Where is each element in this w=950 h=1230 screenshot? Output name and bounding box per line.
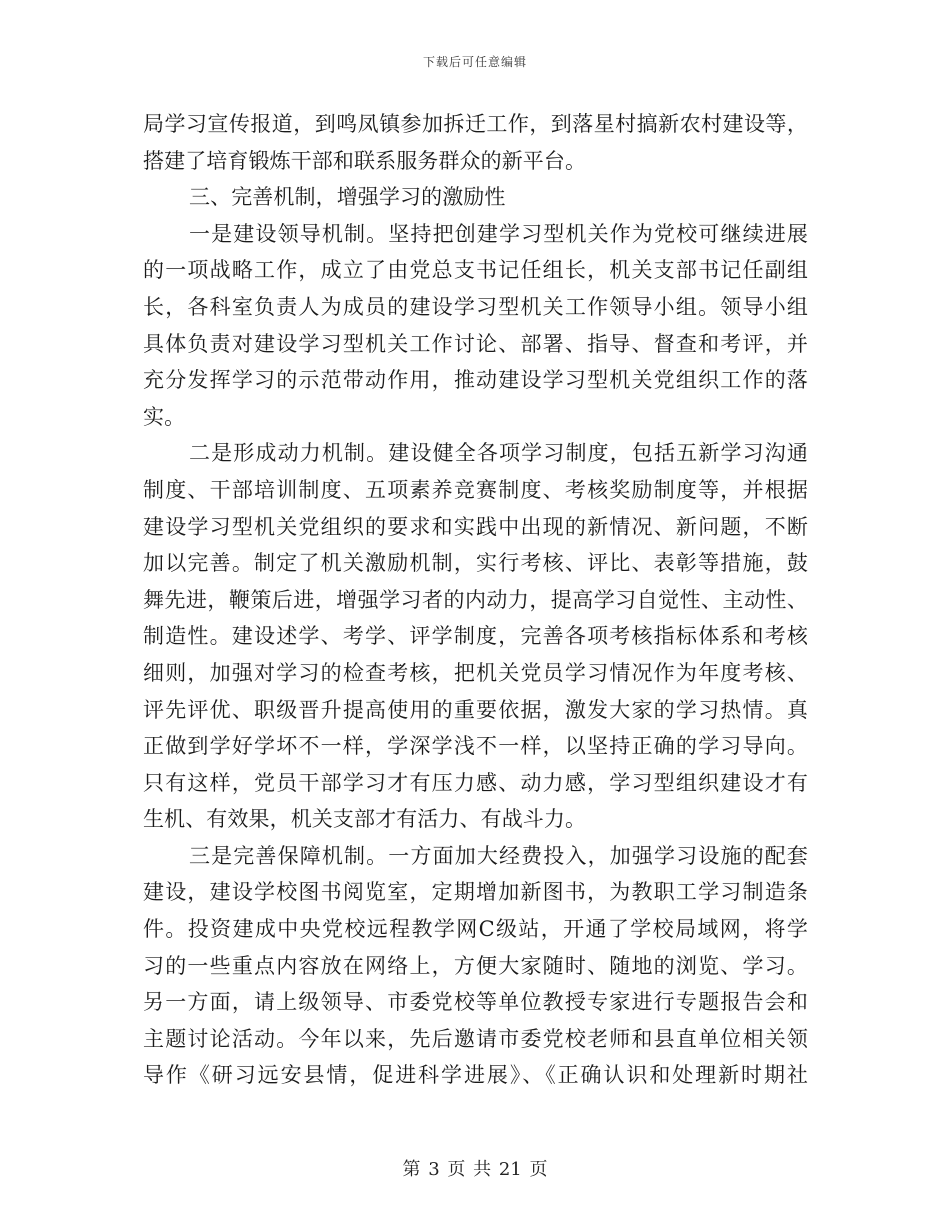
text-line: 正做到学好学坏不一样，学深学浅不一样，以坚持正确的学习导向。	[143, 734, 808, 759]
text-line: 建设，建设学校图书阅览室，定期增加新图书，为教职工学习制造条	[143, 880, 808, 905]
text-line: 具体负责对建设学习型机关工作讨论、部署、指导、督查和考评，并	[143, 331, 808, 356]
text-line: 的一项战略工作，成立了由党总支书记任组长，机关支部书记任副组	[143, 258, 808, 283]
text-line: 评先评优、职级晋升提高使用的重要依据，激发大家的学习热情。真	[143, 697, 808, 722]
page-header: 下载后可任意编辑	[422, 55, 527, 69]
text-line: 舞先进，鞭策后进，增强学习者的内动力，提高学习自觉性、主动性、	[143, 587, 808, 612]
text-line: 件。投资建成中央党校远程教学网C级站，开通了学校局域网，将学	[143, 917, 808, 942]
text-line: 细则，加强对学习的检查考核，把机关党员学习情况作为年度考核、	[143, 660, 808, 685]
page-number-footer: 第 3 页 共 21 页	[402, 1159, 548, 1180]
text-line: 搭建了培育锻炼干部和联系服务群众的新平台。	[143, 148, 587, 173]
text-line: 制造性。建设述学、考学、评学制度，完善各项考核指标体系和考核	[143, 624, 808, 649]
text-line: 充分发挥学习的示范带动作用，推动建设学习型机关党组织工作的落	[143, 368, 808, 393]
text-line: 实。	[143, 404, 186, 429]
text-line: 生机、有效果，机关支部才有活力、有战斗力。	[143, 807, 587, 832]
document-body	[143, 106, 808, 1094]
text-line: 加以完善。制定了机关激励机制，实行考核、评比、表彰等措施，鼓	[143, 551, 808, 576]
text-line: 三、完善机制，增强学习的激励性	[189, 185, 506, 210]
text-line: 主题讨论活动。今年以来，先后邀请市委党校老师和县直单位相关领	[143, 1026, 808, 1051]
text-line: 长，各科室负责人为成员的建设学习型机关工作领导小组。领导小组	[143, 294, 808, 319]
text-line: 另一方面，请上级领导、市委党校等单位教授专家进行专题报告会和	[143, 990, 808, 1015]
text-line: 建设学习型机关党组织的要求和实践中出现的新情况、新问题，不断	[143, 514, 808, 539]
text-line: 习的一些重点内容放在网络上，方便大家随时、随地的浏览、学习。	[143, 953, 808, 978]
text-line: 导作《研习远安县情，促进科学进展》、《正确认识和处理新时期社	[143, 1063, 808, 1088]
text-line: 一是建设领导机制。坚持把创建学习型机关作为党校可继续进展	[189, 221, 808, 246]
text-line: 三是完善保障机制。一方面加大经费投入，加强学习设施的配套	[189, 843, 808, 868]
text-line: 只有这样，党员干部学习才有压力感、动力感，学习型组织建设才有	[143, 770, 808, 795]
text-line: 制度、干部培训制度、五项素养竞赛制度、考核奖励制度等，并根据	[143, 477, 808, 502]
text-line: 局学习宣传报道，到鸣凤镇参加拆迁工作，到落星村搞新农村建设等，	[143, 112, 808, 136]
text-line: 二是形成动力机制。建设健全各项学习制度，包括五新学习沟通	[189, 441, 808, 466]
